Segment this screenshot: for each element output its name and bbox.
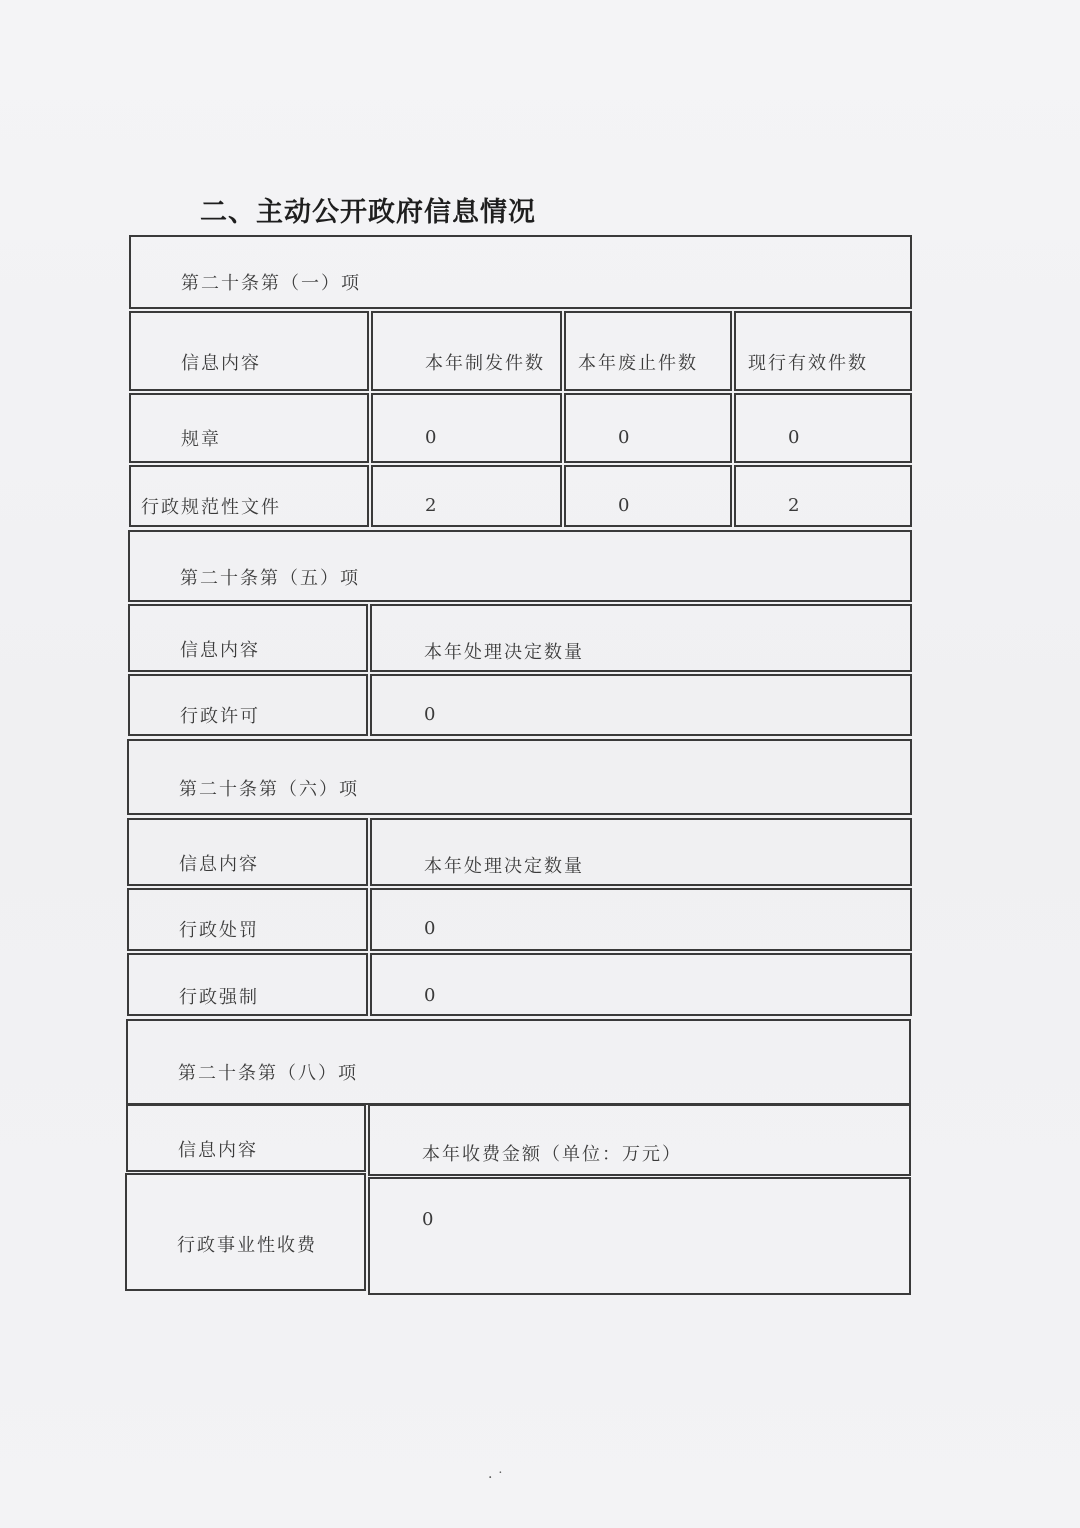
section-header xyxy=(127,739,912,815)
value-text: 2 xyxy=(425,495,439,516)
row-label-cell xyxy=(127,953,368,1016)
column-header-label: 本年废止件数 xyxy=(578,353,698,374)
column-header-label: 信息内容 xyxy=(180,640,260,661)
value-text: 2 xyxy=(788,495,802,516)
row-label: 行政许可 xyxy=(180,706,260,727)
column-header-cell xyxy=(734,311,912,391)
section-header xyxy=(126,1019,911,1105)
value-text: 0 xyxy=(424,918,438,939)
section-header xyxy=(128,530,912,602)
section-header-label: 第二十条第（一）项 xyxy=(181,273,361,294)
row-label-cell xyxy=(125,1173,366,1291)
column-header-label: 信息内容 xyxy=(181,353,261,374)
row-label-cell xyxy=(127,888,368,951)
column-header-cell xyxy=(127,818,368,886)
value-text: 0 xyxy=(422,1209,436,1230)
value-text: 0 xyxy=(424,985,438,1006)
column-header-cell xyxy=(370,604,912,672)
section-header-label: 第二十条第（六）项 xyxy=(179,779,359,800)
row-label: 行政处罚 xyxy=(179,920,259,941)
column-header-label: 现行有效件数 xyxy=(748,353,868,374)
column-header-cell xyxy=(129,311,369,391)
row-label: 行政规范性文件 xyxy=(141,497,281,518)
value-cell xyxy=(564,393,732,463)
value-cell xyxy=(368,1177,911,1295)
row-label: 行政强制 xyxy=(179,987,259,1008)
value-text: 0 xyxy=(618,495,632,516)
column-header-label: 本年处理决定数量 xyxy=(424,642,584,663)
column-header-cell xyxy=(371,311,562,391)
value-cell xyxy=(370,888,912,951)
column-header-cell xyxy=(370,818,912,886)
section-header-label: 第二十条第（五）项 xyxy=(180,568,360,589)
section-header-label: 第二十条第（八）项 xyxy=(178,1063,358,1084)
value-cell xyxy=(734,393,912,463)
page-title: 二、主动公开政府信息情况 xyxy=(200,197,536,228)
row-label-cell xyxy=(129,393,369,463)
value-cell xyxy=(370,674,912,736)
row-label-cell xyxy=(128,674,368,736)
value-cell xyxy=(371,465,562,527)
column-header-label: 本年收费金额（单位：万元） xyxy=(422,1144,682,1165)
value-cell xyxy=(370,953,912,1016)
column-header-label: 本年制发件数 xyxy=(425,353,545,374)
row-label: 规章 xyxy=(181,429,221,450)
value-cell xyxy=(371,393,562,463)
column-header-label: 本年处理决定数量 xyxy=(424,856,584,877)
value-text: 0 xyxy=(618,427,632,448)
value-text: 0 xyxy=(424,704,438,725)
value-cell xyxy=(734,465,912,527)
column-header-cell xyxy=(128,604,368,672)
column-header-label: 信息内容 xyxy=(178,1140,258,1161)
column-header-cell xyxy=(564,311,732,391)
row-label-cell xyxy=(129,465,369,527)
column-header-label: 信息内容 xyxy=(179,854,259,875)
value-cell xyxy=(564,465,732,527)
column-header-cell xyxy=(126,1104,366,1172)
column-header-cell xyxy=(368,1104,911,1176)
row-label: 行政事业性收费 xyxy=(177,1235,317,1256)
value-text: 0 xyxy=(788,427,802,448)
footer-mark: · ˙ xyxy=(488,1470,504,1486)
value-text: 0 xyxy=(425,427,439,448)
section-header xyxy=(129,235,912,309)
